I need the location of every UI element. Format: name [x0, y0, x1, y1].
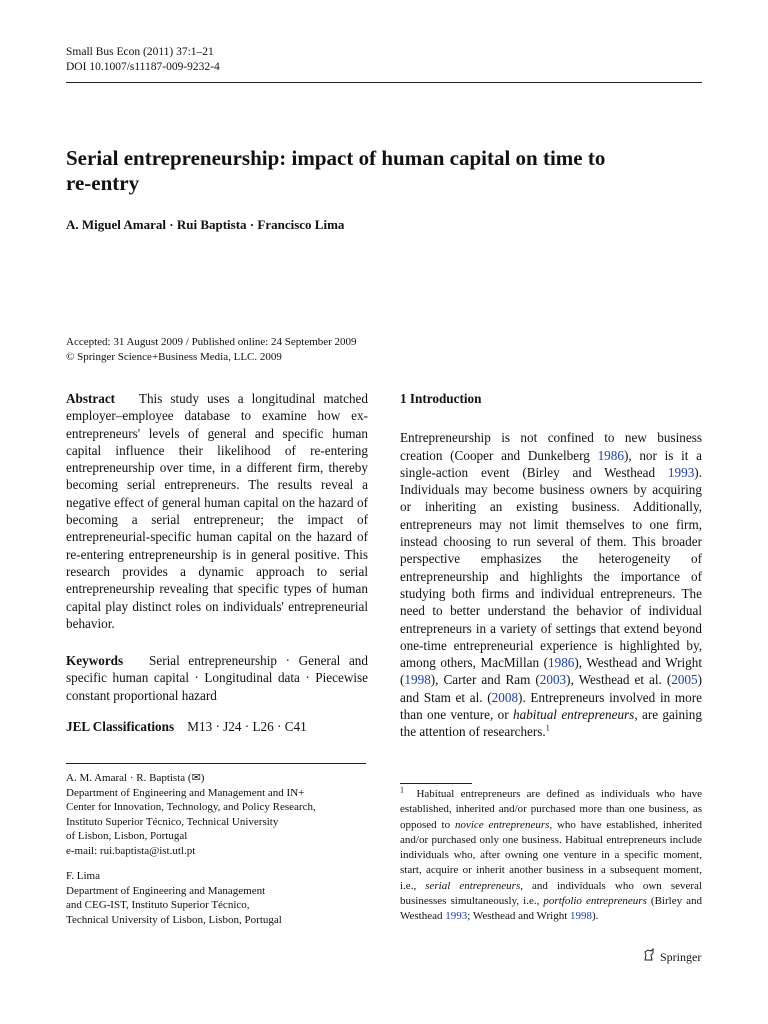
affiliation-amaral-baptista: [66, 771, 366, 858]
affiliation-line: Center for Innovation, Technology, and Policy Research,: [66, 801, 316, 813]
section-heading: 1 Introduction: [400, 391, 482, 406]
citation-link[interactable]: 1986: [548, 655, 575, 671]
journal-header: [66, 45, 220, 75]
citation-link[interactable]: 1993: [667, 464, 695, 480]
keywords: [66, 652, 368, 704]
accepted-published-line: Accepted: 31 August 2009 / Published online: 24 September 2009: [66, 336, 357, 348]
corresponding-email[interactable]: e-mail: rui.baptista@ist.utl.pt: [66, 844, 196, 857]
jel-codes: M13 · J24 · L26 · C41: [187, 719, 307, 735]
copyright-line: © Springer Science+Business Media, LLC. 2009: [66, 350, 282, 363]
publication-dates: [66, 335, 357, 364]
affiliation-name: F. Lima: [66, 870, 100, 882]
citation-link[interactable]: 2008: [491, 689, 519, 705]
citation-link[interactable]: 1998: [404, 672, 431, 688]
emphasis: habitual entrepreneurs: [513, 707, 635, 723]
abstract-text: This study uses a longitudinal matched employer–employee database to examine how ex-entrepreneurs' levels of general and specific human capital influence their likelihood of re-entering entrepreneurship over time, in a different firm, thereby becoming serial entrepreneurs. The results reveal a negative effect of general human capital on the hazard of becoming a serial entrepreneur; the impact of entrepreneurial-specific human capital on the hazard of re-entering entrepreneurship is in general positive. This research provides a dynamic approach to serial entrepreneurship revealing that specific types of human capital play distinct roles on individuals' entrepreneurial behavior.: [66, 391, 368, 631]
envelope-icon: ✉: [191, 772, 201, 784]
springer-horse-icon: [642, 948, 656, 966]
footnote-number: 1: [400, 785, 404, 795]
jel-classifications: [66, 718, 368, 735]
paper-title: Serial entrepreneurship: impact of human capital on time to re-entry: [66, 146, 606, 195]
author-list: A. Miguel Amaral · Rui Baptista · Francisco Lima: [66, 217, 345, 232]
affiliation-lima: [66, 869, 366, 927]
publisher-name: Springer: [660, 949, 702, 964]
affiliation-names: A. M. Amaral · R. Baptista (✉): [66, 772, 205, 784]
citation-link[interactable]: 1998: [570, 910, 592, 923]
affiliation-line: Instituto Superior Técnico, Technical University: [66, 815, 279, 828]
affiliation-line: of Lisbon, Lisbon, Portugal: [66, 830, 188, 842]
abstract-label: Abstract: [66, 391, 116, 406]
affiliation-line: Department of Engineering and Management: [66, 884, 266, 897]
citation-link[interactable]: 1986: [597, 447, 624, 463]
citation-link[interactable]: 2005: [671, 672, 698, 688]
jel-label: JEL Classifications: [66, 719, 175, 735]
left-column: [66, 390, 368, 749]
journal-citation: Small Bus Econ (2011) 37:1–21: [66, 46, 214, 58]
citation-link[interactable]: 1993: [445, 910, 468, 923]
right-column: [400, 390, 702, 755]
affiliation-divider: [66, 763, 366, 764]
affiliation-line: Department of Engineering and Management and IN+: [66, 786, 305, 799]
abstract: [66, 390, 368, 632]
keywords-text: Serial entrepreneurship · General and specific human capital · Longitudinal data · Piecewise constant proportional hazard: [66, 653, 368, 703]
citation-link[interactable]: 2003: [539, 672, 567, 688]
footnote-divider: [400, 783, 472, 784]
introduction-paragraph: Entrepreneurship is not confined to new business creation (Cooper and Dunkelberg 1986), nor is it a single-action event (Birley and Westhead 1993). Individuals may become business owners by acquiring or inheriting an existing business. Additionally, entrepreneurs may not limit themselves to one firm, instead choosing to run several of them. This broader perspective emphasizes the heterogeneity of entrepreneurship and highlights the importance of studying both firms and individual entrepreneurs. The need to better understand the behavior of individual entrepreneurs in a variety of settings that extend beyond one-time entrepreneurial experience is highlighted by, among others, MacMillan (1986), Westhead and Wright (1998), Carter and Ram (2003), Westhead et al. (2005) and Stam et al. (2008). Entrepreneurs involved in more than one venture, or habitual entrepreneurs, are gaining the attention of researchers.$^1$: [400, 430, 703, 740]
affiliation-line: and CEG-IST, Instituto Superior Técnico,: [66, 899, 250, 911]
footnote-marker[interactable]: 1: [545, 723, 550, 733]
header-divider: [66, 82, 702, 83]
keywords-label: Keywords: [66, 653, 124, 669]
footnote: $^1$ Habitual entrepreneurs are defined as individuals who have established, inherited and/or purchased more than one business, as opposed to novice entrepreneurs, who have established, inherited and/or purchased only one business. Habitual entrepreneurs include individuals who, after owning one venture in a specific moment, start, acquire or inherit another business in a subsequent moment, i.e., serial entrepreneurs, and individuals who own several businesses simultaneously, i.e., portfolio entrepreneurs (Birley and Westhead 1993; Westhead and Wright 1998).: [400, 785, 703, 923]
publisher-logo: [642, 948, 701, 966]
affiliation-line: Technical University of Lisbon, Lisbon, Portugal: [66, 913, 282, 926]
doi: DOI 10.1007/s11187-009-9232-4: [66, 61, 220, 73]
